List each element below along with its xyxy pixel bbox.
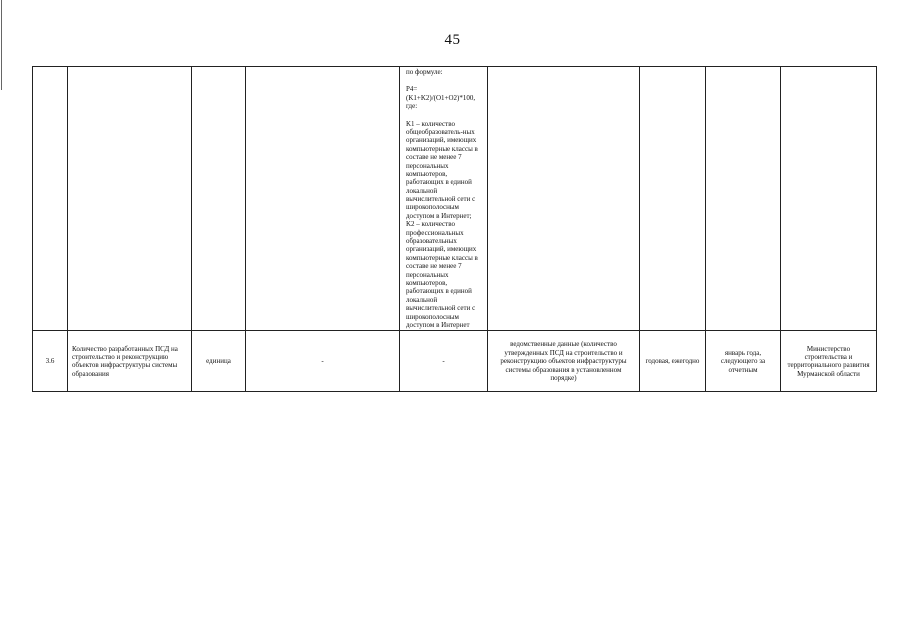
data-source: ведомственные данные (количество утвержденных ПСД на строительство и реконструкцию объектов инфраструктуры системы образования в установленном порядке) — [488, 331, 640, 392]
cell-deadline-empty — [706, 67, 781, 331]
cell-source-empty — [488, 67, 640, 331]
cell-unit-empty — [192, 67, 246, 331]
cell-periodicity-empty — [640, 67, 706, 331]
continuation-row — [33, 67, 877, 331]
cell-indicator-empty — [68, 67, 192, 331]
col5-value: - — [400, 331, 488, 392]
formula-cell — [400, 67, 488, 331]
cell-col4-empty — [246, 67, 400, 331]
cell-number-empty — [33, 67, 68, 331]
formula-text: P4=(K1+K2)/(O1+O2)*100, где: — [406, 85, 476, 111]
indicators-table — [32, 66, 877, 392]
table-row — [33, 331, 877, 392]
deadline: январь года, следующего за отчетным — [706, 331, 781, 392]
unit: единица — [192, 331, 246, 392]
cell-responsible-empty — [781, 67, 877, 331]
periodicity: годовая, ежегодно — [640, 331, 706, 392]
indicator-name: Количество разработанных ПСД на строительство и реконструкцию объектов инфраструктуры системы образования — [68, 331, 192, 392]
responsible-body: Министерство строительства и территориального развития Мурманской области — [781, 331, 877, 392]
page-number: 45 — [444, 32, 461, 48]
definition-k2: K2 – количество профессиональных образовательных организаций, имеющих компьютерные классы в составе не менее 7 персональных компьютеров, работающих в единой локальной вычислительной сети с широкополосным доступом в Интернет — [406, 220, 478, 329]
row-number: 3.6 — [33, 331, 68, 392]
col4-value: - — [246, 331, 400, 392]
definition-k1: K1 – количество общеобразователь-ных организаций, имеющих компьютерные классы в составе не менее 7 персональных компьютеров, работающих в единой локальной вычислительной сети с широкополосным доступом в Интернет; — [406, 119, 478, 220]
formula-intro: по формуле: — [406, 68, 443, 76]
